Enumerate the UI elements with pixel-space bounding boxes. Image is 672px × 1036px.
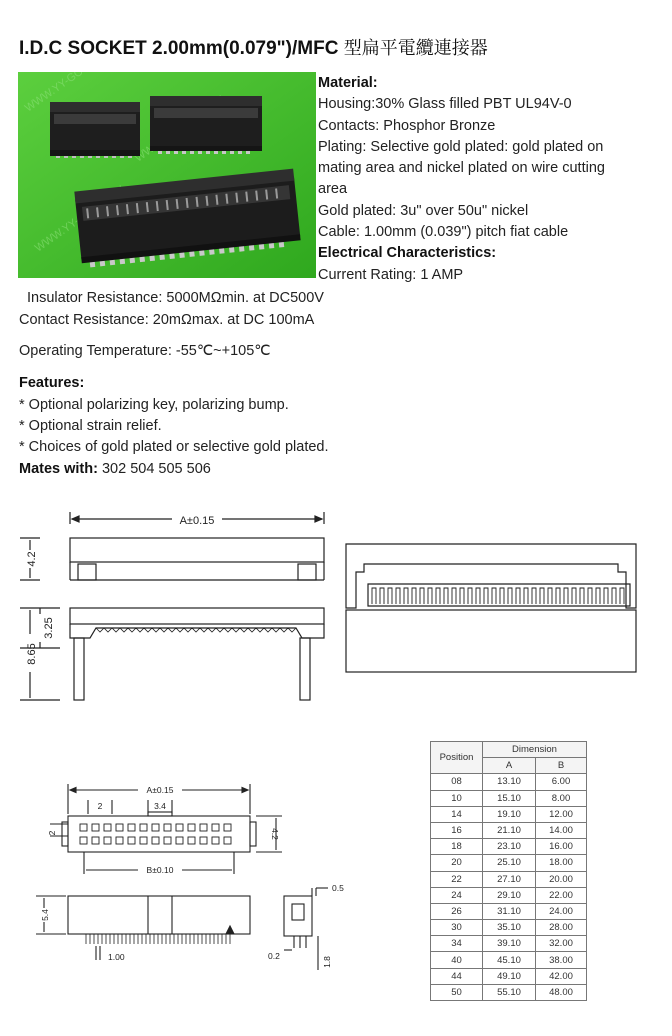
page-title <box>19 34 488 60</box>
plating-text-1: Plating: Selective gold plated: gold plated on <box>318 138 604 155</box>
contacts-text: Contacts: Phosphor Bronze <box>318 117 496 134</box>
electrical-heading: Electrical Characteristics: <box>318 245 497 262</box>
current-text: Current Rating: 1 AMP <box>318 266 464 283</box>
table-row <box>431 887 587 903</box>
cell-b: 38.00 <box>536 952 587 968</box>
dim-42-bottom: 4.2 <box>270 828 280 840</box>
cell-b: 16.00 <box>536 839 587 855</box>
cell-position: 08 <box>431 774 483 790</box>
table-row <box>431 822 587 838</box>
contact-resistance: Contact Resistance: 20mΩmax. at DC 100mA <box>19 312 315 328</box>
mates-with <box>19 461 211 477</box>
cell-b: 28.00 <box>536 920 587 936</box>
dim-a-top: A±0.15 <box>179 515 215 527</box>
cell-position: 22 <box>431 871 483 887</box>
dim-02: 0.2 <box>268 951 280 961</box>
cell-b: 32.00 <box>536 936 587 952</box>
table-row <box>431 790 587 806</box>
dim-18: 1.8 <box>322 956 332 968</box>
cell-b: 20.00 <box>536 871 587 887</box>
cell-a: 21.10 <box>483 822 536 838</box>
cell-b: 42.00 <box>536 968 587 984</box>
mates-label: Mates with: <box>19 461 98 477</box>
cell-a: 27.10 <box>483 871 536 887</box>
product-photo-illustration <box>18 72 316 278</box>
table-row <box>431 806 587 822</box>
header-dimension: Dimension <box>483 742 587 758</box>
dim-34: 3.4 <box>154 801 166 811</box>
dim-42-top: 4.2 <box>26 551 38 567</box>
table-row <box>431 952 587 968</box>
table-row <box>431 774 587 790</box>
cell-a: 13.10 <box>483 774 536 790</box>
features-heading: Features: <box>19 375 85 391</box>
table-row <box>431 855 587 871</box>
table-row <box>431 839 587 855</box>
feature-item-1: * Optional polarizing key, polarizing bump. <box>19 397 289 413</box>
dim-2-pitch: 2 <box>97 801 103 811</box>
header-col-a: A <box>483 758 536 774</box>
feature-item-3: * Choices of gold plated or selective gold plated. <box>19 439 329 455</box>
table-row <box>431 968 587 984</box>
header-col-b: B <box>536 758 587 774</box>
cell-a: 15.10 <box>483 790 536 806</box>
cell-position: 20 <box>431 855 483 871</box>
table-row <box>431 920 587 936</box>
insulator-resistance: Insulator Resistance: 5000MΩmin. at DC500V <box>27 290 324 306</box>
plating-text-3: area <box>318 181 348 198</box>
cell-position: 30 <box>431 920 483 936</box>
cell-a: 55.10 <box>483 984 536 1000</box>
feature-item-2: * Optional strain relief. <box>19 418 162 434</box>
cell-b: 48.00 <box>536 984 587 1000</box>
cell-position: 50 <box>431 984 483 1000</box>
cell-a: 49.10 <box>483 968 536 984</box>
specs-block <box>318 73 605 286</box>
product-photo <box>18 72 316 278</box>
header-position: Position <box>431 742 483 774</box>
dim-2-row: 2 <box>47 830 57 836</box>
cell-position: 40 <box>431 952 483 968</box>
cell-b: 6.00 <box>536 774 587 790</box>
cell-b: 8.00 <box>536 790 587 806</box>
cell-b: 24.00 <box>536 903 587 919</box>
cell-position: 14 <box>431 806 483 822</box>
cell-b: 14.00 <box>536 822 587 838</box>
cell-position: 10 <box>431 790 483 806</box>
cell-b: 12.00 <box>536 806 587 822</box>
cell-position: 26 <box>431 903 483 919</box>
title-main: I.D.C SOCKET 2.00mm(0.079")/MFC <box>19 38 344 59</box>
drawing-bottom <box>0 770 360 975</box>
cell-a: 19.10 <box>483 806 536 822</box>
dim-b: B±0.10 <box>146 865 174 875</box>
table-row <box>431 936 587 952</box>
material-heading: Material: <box>318 75 378 91</box>
dim-05: 0.5 <box>332 883 344 893</box>
cell-position: 16 <box>431 822 483 838</box>
cell-a: 39.10 <box>483 936 536 952</box>
cell-position: 24 <box>431 887 483 903</box>
socket-small-right <box>150 96 262 154</box>
dim-865: 8.65 <box>26 643 38 665</box>
table-row <box>431 871 587 887</box>
cell-position: 34 <box>431 936 483 952</box>
drawing-top <box>0 500 672 715</box>
cell-b: 18.00 <box>536 855 587 871</box>
title-cjk: 型扁平電纜連接器 <box>343 38 488 59</box>
mates-values: 302 504 505 506 <box>97 461 211 477</box>
cell-a: 31.10 <box>483 903 536 919</box>
dim-54: 5.4 <box>40 909 50 921</box>
cell-a: 45.10 <box>483 952 536 968</box>
housing-text: Housing:30% Glass filled PBT UL94V-0 <box>318 96 572 113</box>
dimension-table <box>430 741 587 1001</box>
gold-text: Gold plated: 3u" over 50u" nickel <box>318 202 529 219</box>
operating-temperature: Operating Temperature: -55℃~+105℃ <box>19 343 271 359</box>
cell-a: 29.10 <box>483 887 536 903</box>
socket-small-left <box>50 102 140 158</box>
cell-a: 25.10 <box>483 855 536 871</box>
table-row <box>431 903 587 919</box>
cell-a: 35.10 <box>483 920 536 936</box>
plating-text-2: mating area and nickel plated on wire cutting <box>318 160 605 177</box>
dim-100: 1.00 <box>108 952 125 962</box>
cell-b: 22.00 <box>536 887 587 903</box>
table-row <box>431 984 587 1000</box>
dimension-table-body <box>431 774 587 1001</box>
dim-a-bottom: A±0.15 <box>146 785 174 795</box>
socket-face-view <box>346 544 636 672</box>
cell-a: 23.10 <box>483 839 536 855</box>
cell-position: 18 <box>431 839 483 855</box>
cell-position: 44 <box>431 968 483 984</box>
cable-text: Cable: 1.00mm (0.039") pitch fiat cable <box>318 224 569 241</box>
dim-325: 3.25 <box>43 617 55 639</box>
